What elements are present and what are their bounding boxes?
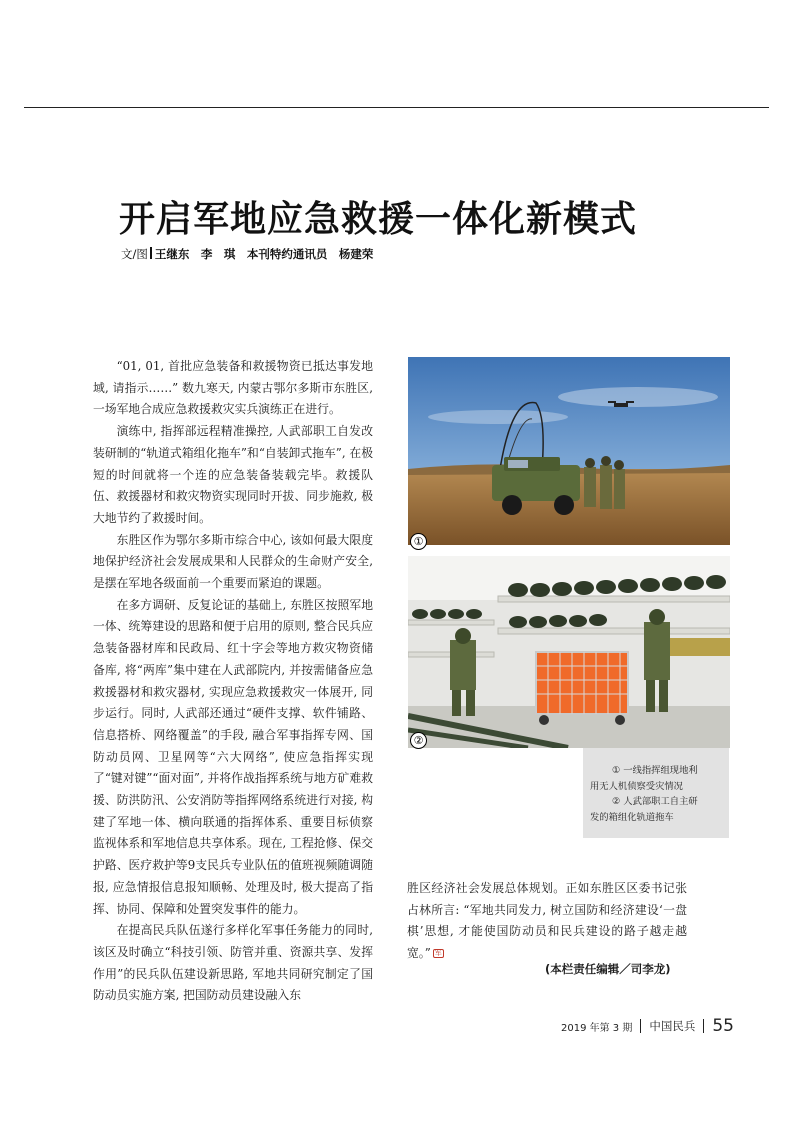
page-footer	[561, 1016, 734, 1036]
photo-number-1: ①	[410, 533, 427, 550]
paragraph: 在提高民兵队伍遂行多样化军事任务能力的同时, 该区及时确立“科技引领、防管并重、资源共享、发挥作用”的民兵队伍建设新思路, 军地共同研究制定了国防动员实施方案, 把国防动员建设融入东	[93, 923, 373, 1003]
photo-number-2: ②	[410, 732, 427, 749]
footer-divider	[703, 1019, 704, 1033]
header-rule	[24, 107, 769, 108]
article-title: 开启军地应急救援一体化新模式	[119, 199, 638, 240]
right-column	[407, 878, 687, 965]
issue-label: 2019 年第 3 期	[561, 1022, 633, 1034]
byline	[121, 246, 373, 262]
photo-warehouse-cart	[408, 556, 730, 748]
photo-caption-box	[583, 748, 729, 838]
photo-drone-reconnaissance	[408, 357, 730, 545]
footer-divider	[640, 1019, 641, 1033]
caption-line: ② 人武部职工自主研	[612, 796, 698, 807]
byline-names: 王继东 李 琪 本刊特约通讯员 杨建荣	[154, 247, 374, 261]
caption-line: 用无人机侦察受灾情况	[590, 780, 683, 792]
byline-label: 文/图	[121, 247, 148, 261]
byline-separator	[150, 247, 152, 259]
paragraph: 东胜区作为鄂尔多斯市综合中心, 该如何最大限度地保护经济社会发展成果和人民群众的生命财产安全, 是摆在军地各级面前一个重要而紧迫的课题。	[93, 532, 373, 591]
magazine-name: 中国民兵	[649, 1019, 696, 1033]
caption-line: ① 一线指挥组现地利	[612, 765, 698, 776]
paragraph-continuation: 胜区经济社会发展总体规划。正如东胜区区委书记张占林所言: “军地共同发力, 树立国防和经济建设‘一盘棋’思想, 才能使国防动员和民兵建设的路子越走越宽。”	[407, 881, 687, 961]
page-number: 55	[712, 1016, 734, 1036]
paragraph: 演练中, 指挥部远程精准操控, 人武部职工自发改装研制的“轨道式箱组化拖车”和“自装卸式拖车”, 在极短的时间就将一个连的应急装备装载完毕。救援队伍、救援器材和救灾物资实现同时开拔、同步施救, 极大地节约了救援时间。	[93, 424, 373, 525]
editor-note: (本栏责任编辑／司李龙)	[545, 962, 671, 976]
caption-line: 发的箱组化轨道拖车	[590, 811, 674, 823]
paragraph: “01, 01, 首批应急装备和救援物资已抵达事发地域, 请指示……” 数九寒天, 内蒙古鄂尔多斯市东胜区, 一场军地合成应急救援救灾实兵演练正在进行。	[93, 359, 373, 417]
paragraph: 在多方调研、反复论证的基础上, 东胜区按照军地一体、统筹建设的思路和便于启用的原则, 整合民兵应急装备器材库和民政局、红十字会等地方救灾物资储备库, 将“两库”集中建在人武部院内, 并按需储备应急救援器材和救灾器材, 实现应急救援救灾一体展开, 同步运行。同时, 人武部还通过“硬件支撑、软件铺路、信息搭桥、网络覆盖”的手段, 融合军事指挥专网、国防动员网、卫星网等“六大网络”, 使应急指挥实现了“键对键”“面对面”, 并将作战指挥系统与地方矿难救援、防洪防汛、公安消防等指挥网络系统进行对接, 构建了军地一体、横向联通的指挥体系、重要目标侦察监视体系和军地信息共享体系。现在, 工程抢修、保交护路、医疗救护等9支民兵专业队伍的值班视频随调随报, 应急情报信息报知顺畅、处理及时, 极大提高了指挥、协同、保障和处置突发事件的能力。	[93, 597, 373, 916]
end-mark-icon: 军	[434, 949, 442, 958]
left-column	[93, 356, 373, 1007]
